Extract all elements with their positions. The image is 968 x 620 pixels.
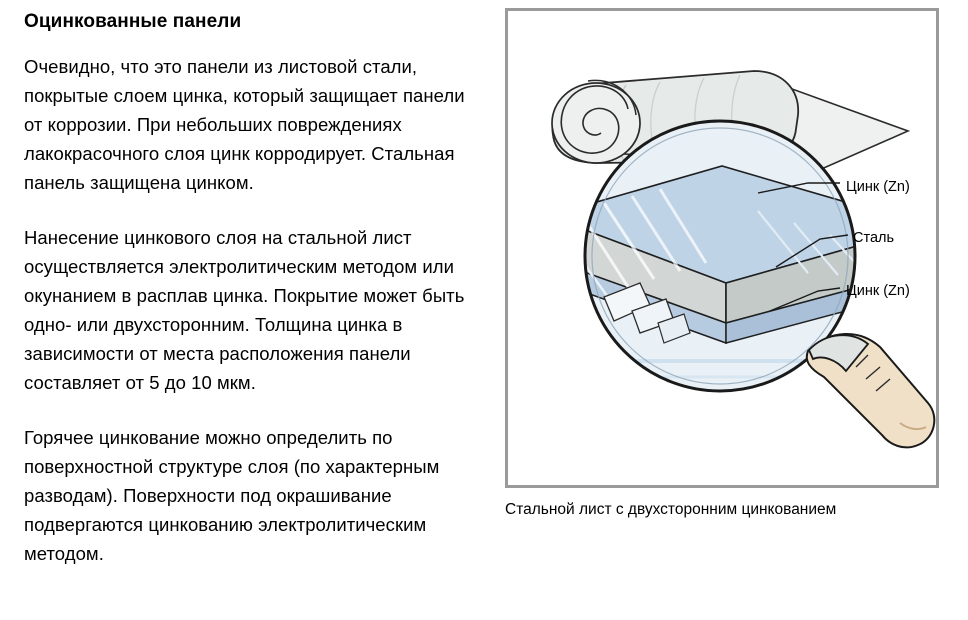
label-steel: Сталь (853, 230, 895, 246)
page-title: Оцинкованные панели (24, 11, 242, 32)
label-zinc-bottom: Цинк (Zn) (846, 283, 910, 299)
paragraph-3: Горячее цинкование можно определить по поверхностной структуре слоя (по характерным разводам). Поверхности под окрашивание подвергаются цинкованию электролитическим методом. (24, 427, 440, 564)
label-zinc-top: Цинк (Zn) (846, 179, 910, 195)
paragraph-1: Очевидно, что это панели из листовой стали, покрытые слоем цинка, который защищает панели от коррозии. При небольших повреждениях лакокрасочного слоя цинк корродирует. Стальная панель защищена цинком. (24, 56, 465, 193)
paragraph-2: Нанесение цинкового слоя на стальной лист осуществляется электролитическим методом или окунанием в расплав цинка. Покрытие может быть одно- или двухсторонним. Толщина цинка в зависимости от места расположения панели составляет от 5 до 10 мкм. (24, 227, 465, 393)
figure-frame (505, 8, 939, 488)
article-text-column (24, 10, 474, 594)
magnifier-handle (807, 334, 935, 447)
figure-caption: Стальной лист с двухсторонним цинкованием (505, 501, 837, 518)
figure-block (505, 8, 945, 520)
galvanized-sheet-illustration (508, 11, 936, 485)
